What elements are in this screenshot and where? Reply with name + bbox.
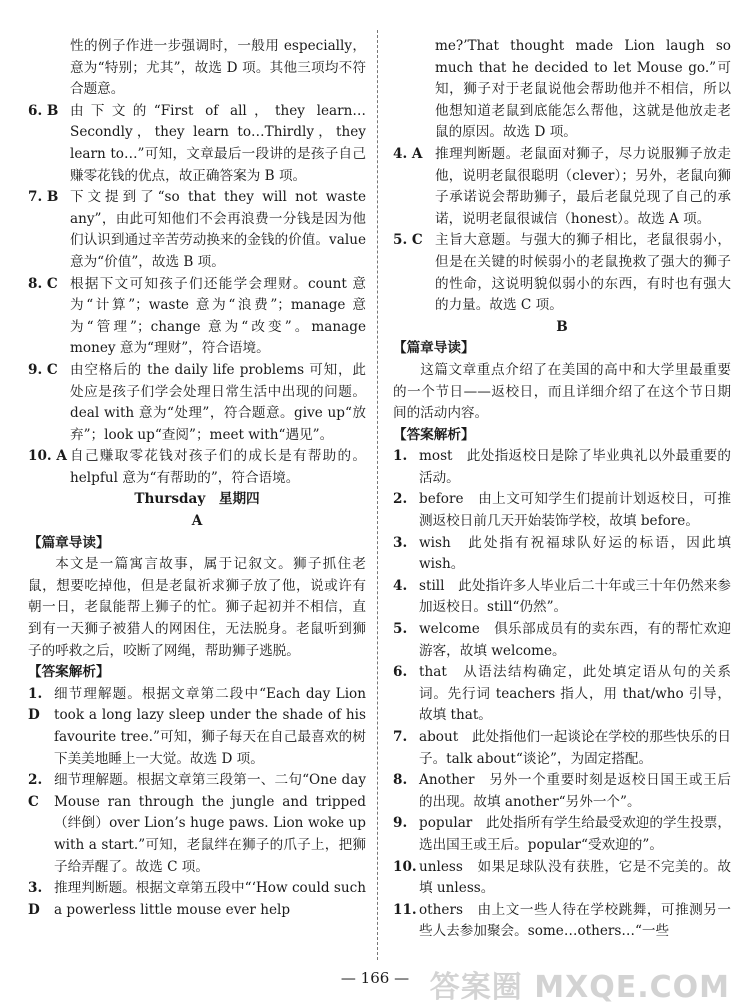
answer-b-4: [393, 576, 731, 619]
answer-number: 3. D: [28, 880, 43, 918]
answer-text: 推理判断题。根据文章第五段中“‘How could such a powerless little mouse ever help: [54, 880, 366, 918]
answer-number: 10. A: [28, 448, 67, 465]
page-number: — 166 —: [340, 969, 410, 987]
answer-text: 由下文的“First of all，they learn… Secondly，they learn to…Thirdly，they learn to…”可知，文章最后一段讲的是孩子自己赚零花钱的优点，故正确答案为 B 项。: [70, 102, 366, 184]
answer-number: 11.: [393, 901, 417, 918]
answer-item-6: [28, 101, 366, 187]
answer-number: 10.: [393, 858, 417, 875]
answer-text: 根据下文可知孩子们还能学会理财。count 意为“计算”；waste 意为“浪费”；manage 意为“管理”；change 意为“改变”。manage money 意为“理财”，符合语境。: [70, 275, 366, 357]
answer-item-9: [28, 360, 366, 446]
answer-a-5: [393, 230, 731, 316]
answer-text: others 由上文一些人待在学校跳舞，可推测另一些人去参加聚会。some…others…“一些: [419, 901, 731, 940]
column-divider: [377, 30, 378, 960]
answer-number: 6. B: [28, 102, 59, 119]
answer-b-11: [393, 900, 731, 943]
answer-b-2: [393, 489, 731, 532]
answer-number: 2. C: [28, 772, 43, 810]
answer-b-6: [393, 662, 731, 727]
answer-text: 下文提到了“so that they will not waste any”，由此可知他们不会再浪费一分钱是因为他们认识到通过辛苦劳动换来的金钱的价值。value 意为“价值”，故选 B 项。: [70, 189, 366, 270]
answer-number: 1.: [393, 448, 408, 465]
answer-text: 主旨大意题。与强大的狮子相比，老鼠很弱小，但是在关键的时候弱小的老鼠挽救了强大的狮子的性命，这说明貌似弱小的东西，有时也有强大的力量。故选 C 项。: [435, 232, 731, 314]
section-b-heading: B: [556, 318, 568, 335]
answer-text: 推理判断题。老鼠面对狮子，尽力说服狮子放走他，说明老鼠很聪明（clever）；另外，老鼠向狮子承诺说会帮助狮子，最后老鼠兑现了自己的承诺，说明老鼠很诚信（honest）。故选 A 项。: [435, 145, 731, 227]
answer-a-3: [28, 878, 366, 921]
answer-number: 8. C: [28, 275, 58, 292]
answer-heading: 【答案解析】: [28, 664, 110, 681]
answer-b-1: [393, 446, 731, 489]
answer-number: 4.: [393, 577, 408, 594]
answer-b-8: [393, 770, 731, 813]
answer-text: before 由上文可知学生们提前计划返校日，可推测返校日前几天开始装饰学校，故填 before。: [419, 491, 731, 530]
answer-text: popular 此处指所有学生给最受欢迎的学生投票，选出国王或王后。popular“受欢迎的”。: [419, 815, 731, 853]
answer-b-9: [393, 813, 731, 856]
answer-b-5: [393, 619, 731, 662]
continued-answer-3: me?’That thought made Lion laugh so much that he decided to let Mouse go.”可知，狮子对于老鼠说他会帮助他并不相信，所以他想知道老鼠到底能怎么帮他，这就是他放走老鼠的原因。故选 D 项。: [435, 38, 731, 141]
answer-number: 7.: [393, 729, 408, 745]
answer-text: 由空格后的 the daily life problems 可知，此处应是孩子们学会处理日常生活中出现的问题。deal with 意为“处理”，符合题意。give up“放弃”；look up“查阅”；meet with“遇见”。: [70, 361, 366, 443]
answer-b-7: [393, 727, 731, 770]
answer-number: 4. A: [393, 145, 423, 162]
answer-number: 9. C: [28, 361, 58, 378]
answer-text: Another 另外一个重要时刻是返校日国王或王后的出现。故填 another“另外一个”。: [419, 772, 731, 810]
answer-text: wish 此处指有祝福球队好运的标语，因此填 wish。: [419, 534, 731, 573]
answer-item-8: [28, 274, 366, 360]
answer-number: 7. B: [28, 189, 59, 206]
day-heading: Thursday 星期四: [134, 491, 260, 508]
answer-a-4: [393, 144, 731, 230]
answer-number: 6.: [393, 664, 408, 681]
answer-text: still 此处指许多人毕业后二十年或三十年仍然来参加返校日。still“仍然”。: [419, 577, 731, 616]
left-column: [28, 36, 366, 921]
answer-number: 9.: [393, 815, 408, 832]
answer-heading-b: 【答案解析】: [393, 426, 475, 443]
answer-a-1: [28, 684, 366, 770]
answer-number: 5. C: [393, 232, 423, 249]
answer-item-7: [28, 187, 366, 273]
answer-number: 2.: [393, 491, 408, 508]
continued-answer-5: 性的例子作进一步强调时，一般用 especially，意为“特别；尤其”，故选 D 项。其他三项均不符合题意。: [70, 38, 366, 98]
answer-b-3: [393, 533, 731, 576]
answer-text: 细节理解题。根据文章第三段第一、二句“One day Mouse ran through the jungle and tripped（绊倒）over Lion’s huge paws. Lion woke up with a start.”可知，老鼠绊在狮子的爪子上，把狮子给弄醒了。故选 C 项。: [54, 772, 366, 875]
answer-text: unless 如果足球队没有获胜，它是不完美的。故填 unless。: [419, 858, 731, 897]
guide-text: 本文是一篇寓言故事，属于记叙文。狮子抓住老鼠，想要吃掉他，但是老鼠祈求狮子放了他，说或许有朝一日，老鼠能帮上狮子的忙。狮子起初并不相信，直到有一天狮子被猎人的网困住，无法脱身。老鼠听到狮子的呼救之后，咬断了网绳，帮助狮子逃脱。: [28, 556, 366, 659]
guide-heading: 【篇章导读】: [28, 534, 110, 551]
answer-text: about 此处指他们一起谈论在学校的那些快乐的日子。talk about“谈论”，为固定搭配。: [419, 729, 731, 767]
answer-number: 1. D: [28, 685, 43, 724]
answer-text: that 从语法结构确定，此处填定语从句的关系词。先行词 teachers 指人，用 that/who 引导，故填 that。: [419, 664, 731, 724]
right-column: [393, 36, 731, 943]
answer-text: welcome 俱乐部成员有的卖东西，有的帮忙欢迎游客，故填 welcome。: [419, 621, 731, 659]
watermark-logo: 答案圈 MXQE.COM: [429, 970, 730, 1006]
answer-a-2: [28, 770, 366, 878]
answer-text: most 此处指返校日是除了毕业典礼以外最重要的活动。: [419, 448, 731, 486]
section-a-heading: A: [191, 513, 203, 530]
answer-number: 3.: [393, 534, 408, 551]
answer-text: 细节理解题。根据文章第二段中“Each day Lion took a long lazy sleep under the shade of his favourite tree.”可知，狮子每天在自己最喜欢的树下美美地睡上一大觉。故选 D 项。: [54, 685, 366, 767]
answer-number: 5.: [393, 621, 408, 638]
guide-text-b: 这篇文章重点介绍了在美国的高中和大学里最重要的一个节日——返校日，而且详细介绍了在这个节日期间的活动内容。: [393, 361, 731, 422]
answer-text: 自己赚取零花钱对孩子们的成长是有帮助的。helpful 意为“有帮助的”，符合语境。: [70, 448, 366, 486]
answer-number: 8.: [393, 772, 408, 789]
guide-heading-b: 【篇章导读】: [393, 340, 475, 357]
answer-item-10: [28, 446, 366, 489]
answer-b-10: [393, 857, 731, 900]
